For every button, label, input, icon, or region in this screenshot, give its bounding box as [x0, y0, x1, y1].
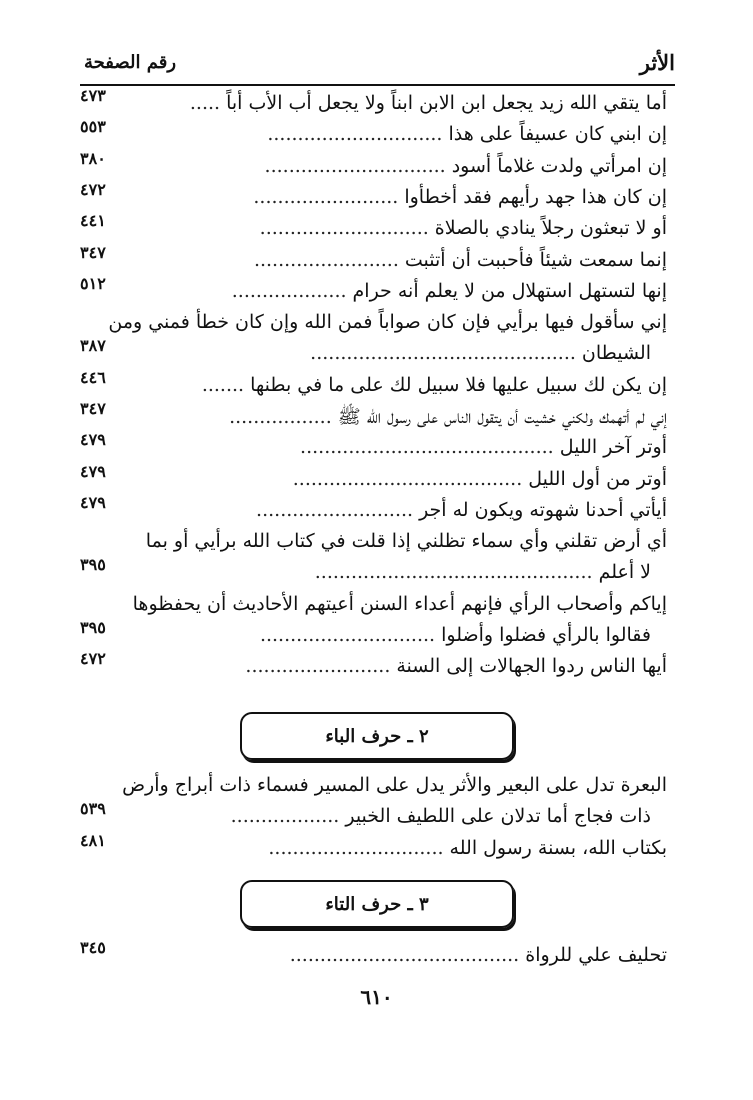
entry-page-number: ٣٨٧	[80, 336, 106, 356]
entry-text: الشيطان	[581, 342, 651, 365]
entry-page-number: ٥٥٣	[80, 117, 106, 137]
index-entry	[80, 179, 667, 217]
entry-text: أوتر من أول الليل	[528, 467, 667, 490]
entry-page-number: ٣٩٥	[80, 555, 106, 575]
entry-text: البعرة تدل على البعير والأثر يدل على المسير فسماء ذات أبراج وأرض	[122, 774, 667, 796]
index-entry	[80, 593, 667, 656]
index-entry	[80, 242, 667, 280]
entry-page-number: ٤٧٩	[80, 492, 106, 512]
index-entry	[80, 830, 667, 868]
leader-dots: ..........................................	[300, 436, 554, 459]
index-entry	[80, 938, 667, 975]
entry-text: تحليف علي للرواة	[525, 944, 667, 966]
entry-page-number: ٤٧٢	[80, 649, 106, 669]
leader-dots: .....	[189, 92, 221, 114]
entry-text: إن امرأتي ولدت غلاماً أسود	[451, 154, 667, 177]
leader-dots: ...................	[231, 279, 347, 302]
index-entry	[80, 273, 667, 311]
leader-dots: .................	[229, 406, 332, 428]
entry-text: إنما سمعت شيئاً فأحببت أن أتثبت	[404, 248, 667, 271]
column-title-athar: الأثر	[639, 50, 675, 75]
section-heading-ta	[240, 880, 514, 928]
index-entry	[80, 211, 667, 248]
index-entry	[80, 86, 667, 123]
index-entry	[80, 461, 667, 499]
entry-text: أي أرض تقلني وأي سماء تظلني إذا قلت في كتاب الله برأيي أو بما	[145, 530, 667, 553]
entry-text: أيها الناس ردوا الجهالات إلى السنة	[396, 655, 667, 678]
entry-text: إن كان هذا جهد رأيهم فقد أخطأوا	[404, 185, 667, 208]
entry-text: فقالوا بالرأي فضلوا وأضلوا	[441, 624, 651, 647]
section-heading-ta-text: ٣ ـ حرف التاء	[325, 893, 429, 915]
index-entry	[80, 148, 667, 186]
entry-text: أو لا تبعثون رجلاً ينادي بالصلاة	[434, 217, 667, 240]
index-entry	[80, 399, 667, 436]
entry-page-number: ٣٤٧	[80, 399, 106, 418]
entry-page-number: ٤٧٩	[80, 430, 106, 450]
leader-dots: ............................	[259, 217, 429, 240]
entry-page-number: ٤٧٩	[80, 461, 106, 481]
leader-dots: .............................	[267, 123, 443, 146]
index-header	[80, 42, 675, 86]
leader-dots: ............................................	[310, 342, 576, 365]
leader-dots: ........................	[253, 185, 399, 208]
leader-dots: ......................................	[289, 944, 520, 966]
entry-text: أيأتي أحدنا شهوته ويكون له أجر	[419, 498, 667, 521]
entry-page-number: ٤٧٣	[80, 86, 106, 105]
entry-text: إنها لتستهل استهلال من لا يعلم أنه حرام	[352, 279, 667, 302]
entry-text: أما يتقي الله زيد يجعل ابن الابن ابناً ولا يجعل أب الأب أباً	[226, 92, 667, 114]
leader-dots: .............................	[268, 836, 444, 859]
entry-page-number: ٥٣٩	[80, 799, 106, 819]
entry-text: إياكم وأصحاب الرأي فإنهم أعداء السنن أعيتهم الأحاديث أن يحفظوها	[132, 592, 667, 615]
entry-text: أوتر آخر الليل	[559, 436, 667, 459]
entry-page-number: ٤٤١	[80, 211, 106, 231]
entry-text: إني لم أتهمك ولكني خشيت أن يتقول الناس على رسول الله ﷺ	[337, 406, 667, 428]
entry-page-number: ٥١٢	[80, 273, 106, 293]
section-heading-ba	[240, 712, 514, 760]
entry-text: إن ابني كان عسيفاً على هذا	[448, 123, 667, 146]
leader-dots: ..............................................	[314, 561, 593, 584]
section-heading-ba-text: ٢ ـ حرف الباء	[325, 725, 429, 747]
column-title-page-number: رقم الصفحة	[84, 52, 177, 73]
leader-dots: .......	[201, 373, 245, 396]
leader-dots: ..........................	[256, 498, 414, 521]
index-entry	[80, 117, 667, 154]
leader-dots: .............................	[259, 624, 436, 647]
index-entry	[80, 430, 667, 467]
index-entry	[80, 311, 667, 374]
page-number: ٦١٠	[360, 985, 393, 1009]
entry-page-number: ٣٩٥	[80, 618, 106, 638]
entry-page-number: ٣٤٧	[80, 242, 106, 262]
entry-text: إن يكن لك سبيل عليها فلا سبيل لك على ما في بطنها	[250, 373, 667, 396]
leader-dots: ........................	[253, 248, 399, 271]
index-entry	[80, 649, 667, 686]
index-entry	[80, 367, 667, 405]
entry-text: لا أعلم	[598, 561, 651, 584]
index-entry	[80, 492, 667, 530]
entry-page-number: ٤٧٢	[80, 179, 106, 199]
entry-text: إني سأقول فيها برأيي فإن كان صواباً فمن الله وإن كان خطأ فمني ومن	[108, 311, 667, 334]
index-entry	[80, 774, 667, 837]
leader-dots: ........................	[245, 655, 391, 678]
index-entry	[80, 530, 667, 593]
entry-page-number: ٤٤٦	[80, 367, 106, 387]
entry-text: ذات فجاج أما تدلان على اللطيف الخبير	[345, 805, 651, 828]
leader-dots: ......................................	[292, 467, 523, 490]
leader-dots: ..................	[230, 805, 340, 828]
entry-page-number: ٣٨٠	[80, 148, 106, 168]
entry-page-number: ٤٨١	[80, 830, 106, 850]
entry-text: بكتاب الله، بسنة رسول الله	[449, 836, 667, 859]
leader-dots: ..............................	[264, 154, 446, 177]
entry-page-number: ٣٤٥	[80, 938, 106, 957]
